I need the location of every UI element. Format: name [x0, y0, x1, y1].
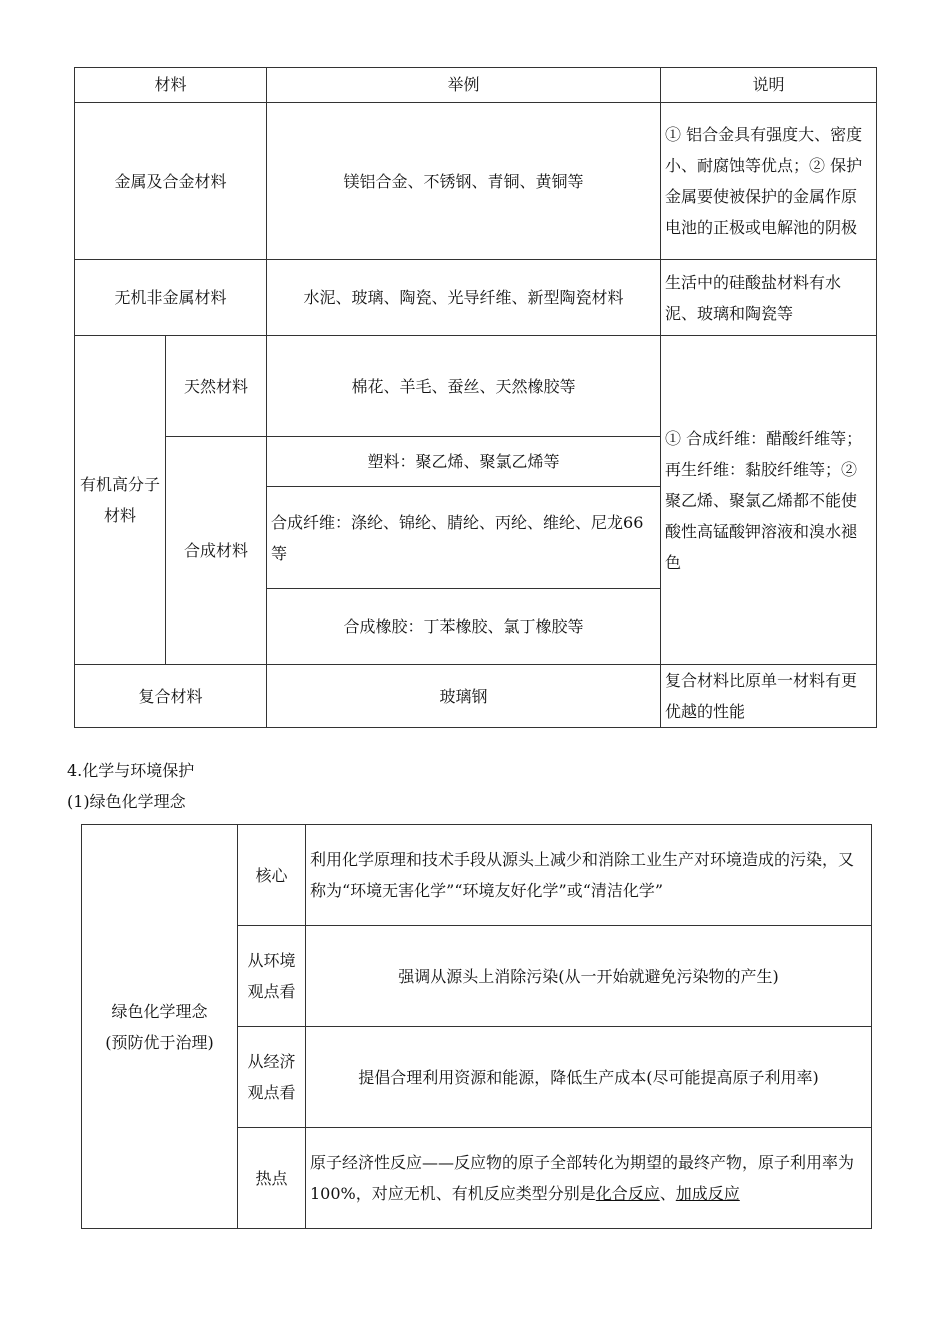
organic-natural-label: 天然材料 — [166, 336, 267, 437]
example-fiber: 合成纤维：涤纶、锦纶、腈纶、丙纶、维纶、尼龙66等 — [267, 487, 661, 589]
hot-label: 热点 — [238, 1128, 306, 1229]
hot-cell — [306, 1128, 872, 1229]
core-text: 利用化学原理和技术手段从源头上减少和消除工业生产对环境造成的污染，又称为“环境无害化学”“环境友好化学”或“清洁化学” — [306, 825, 872, 926]
env-text: 强调从源头上消除污染(从一开始就避免污染物的产生) — [306, 926, 872, 1027]
econ-label: 从经济观点看 — [238, 1027, 306, 1128]
table-row — [75, 336, 877, 437]
example-plastic: 塑料：聚乙烯、聚氯乙烯等 — [267, 437, 661, 487]
material-inorganic: 无机非金属材料 — [75, 260, 267, 336]
table-row — [75, 260, 877, 336]
example-inorganic: 水泥、玻璃、陶瓷、光导纤维、新型陶瓷材料 — [267, 260, 661, 336]
note-organic: ① 合成纤维：醋酸纤维等；再生纤维：黏胶纤维等；② 聚乙烯、聚氯乙烯都不能使酸性高锰酸钾溶液和溴水褪色 — [661, 336, 877, 665]
example-natural: 棉花、羊毛、蚕丝、天然橡胶等 — [267, 336, 661, 437]
note-metal: ① 铝合金具有强度大、密度小、耐腐蚀等优点；② 保护金属要使被保护的金属作原电池的正极或电解池的阴极 — [661, 103, 877, 260]
green-main-title: 绿色化学理念 — [111, 1001, 208, 1021]
core-label: 核心 — [238, 825, 306, 926]
econ-text: 提倡合理利用资源和能源，降低生产成本(尽可能提高原子利用率) — [306, 1027, 872, 1128]
header-note: 说明 — [661, 68, 877, 103]
materials-table — [74, 67, 877, 728]
material-organic: 有机高分子材料 — [75, 336, 166, 665]
example-composite: 玻璃钢 — [267, 665, 661, 728]
header-example: 举例 — [267, 68, 661, 103]
example-metal: 镁铝合金、不锈钢、青铜、黄铜等 — [267, 103, 661, 260]
example-rubber: 合成橡胶：丁苯橡胶、氯丁橡胶等 — [267, 589, 661, 665]
answer-addition: 加成反应 — [675, 1184, 740, 1203]
section-title: 4.化学与环境保护 — [67, 761, 195, 780]
material-composite: 复合材料 — [75, 665, 267, 728]
env-label: 从环境观点看 — [238, 926, 306, 1027]
green-main-subtitle: (预防优于治理) — [105, 1032, 214, 1052]
note-inorganic: 生活中的硅酸盐材料有水泥、玻璃和陶瓷等 — [661, 260, 877, 336]
answer-combination: 化合反应 — [595, 1184, 660, 1203]
note-composite: 复合材料比原单一材料有更优越的性能 — [661, 665, 877, 728]
table-header-row — [75, 68, 877, 103]
organic-synthetic-label: 合成材料 — [166, 437, 267, 665]
table-row — [75, 103, 877, 260]
header-material: 材料 — [75, 68, 267, 103]
subsection-title: (1)绿色化学理念 — [67, 792, 186, 811]
green-chemistry-table — [81, 824, 872, 1229]
material-metal: 金属及合金材料 — [75, 103, 267, 260]
hot-text: 原子经济性反应——反应物的原子全部转化为期望的最终产物，原子利用率为100%，对应无机、有机反应类型分别是 — [310, 1153, 855, 1203]
answer-separator: 、 — [659, 1184, 676, 1203]
green-main-label — [82, 825, 238, 1229]
table-row — [82, 825, 872, 926]
table-row — [75, 665, 877, 728]
